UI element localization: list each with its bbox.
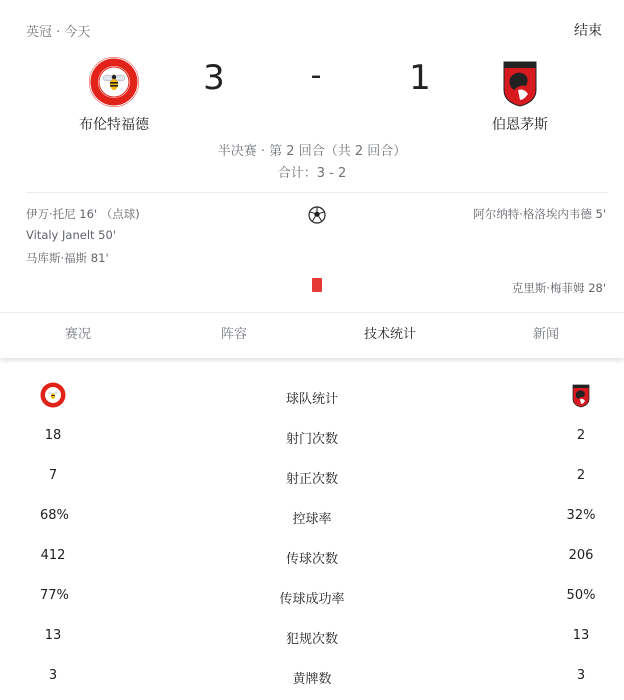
bournemouth-crest-icon bbox=[568, 382, 594, 408]
home-goal-event[interactable]: 伊万·托尼 16' （点球) bbox=[26, 207, 140, 221]
stat-home-value: 18 bbox=[44, 428, 62, 443]
competition-date[interactable]: 英冠 · 今天 bbox=[26, 24, 91, 40]
stat-row-shots-on-target bbox=[0, 456, 624, 496]
brentford-crest-icon bbox=[88, 56, 140, 108]
home-goal-event[interactable]: 马库斯·福斯 81' bbox=[26, 251, 109, 265]
stat-away-value: 13 bbox=[572, 628, 590, 643]
match-tabs bbox=[0, 312, 624, 358]
stat-label: 射正次数 bbox=[285, 472, 338, 487]
home-score: 3 bbox=[203, 58, 225, 98]
stat-home-value: 412 bbox=[40, 548, 66, 563]
away-team-name: 伯恩茅斯 bbox=[492, 117, 548, 133]
away-card-event[interactable]: 克里斯·梅菲姆 28' bbox=[511, 281, 606, 295]
away-score: 1 bbox=[409, 58, 431, 98]
stat-label: 传球成功率 bbox=[279, 592, 345, 607]
match-events bbox=[26, 204, 606, 304]
away-team[interactable] bbox=[450, 56, 590, 134]
stat-row-yellow-cards bbox=[0, 656, 624, 696]
stat-label: 黄牌数 bbox=[292, 672, 332, 687]
home-team[interactable] bbox=[44, 56, 184, 134]
stat-away-value: 2 bbox=[576, 428, 586, 443]
stat-away-value: 206 bbox=[568, 548, 594, 563]
tab-stats[interactable]: 技术统计 bbox=[363, 327, 416, 342]
home-team-name: 布伦特福德 bbox=[79, 117, 149, 133]
stat-label: 犯规次数 bbox=[285, 632, 338, 647]
stat-away-value: 50% bbox=[566, 588, 596, 603]
home-goal-event[interactable]: Vitaly Janelt 50' bbox=[26, 228, 116, 242]
soccer-ball-icon bbox=[308, 206, 326, 224]
stat-label: 传球次数 bbox=[285, 552, 338, 567]
stat-row-possession bbox=[0, 496, 624, 536]
score-separator: - bbox=[310, 58, 322, 93]
stat-label: 射门次数 bbox=[285, 432, 338, 447]
stat-home-value: 13 bbox=[44, 628, 62, 643]
tab-lineups[interactable]: 阵容 bbox=[220, 327, 247, 342]
away-goal-event[interactable]: 阿尔纳特·格洛埃内韦德 5' bbox=[473, 207, 606, 221]
stat-home-value: 77% bbox=[40, 588, 69, 603]
match-meta-row bbox=[26, 20, 602, 40]
stat-row-pass-accuracy bbox=[0, 576, 624, 616]
stat-label: 控球率 bbox=[292, 512, 332, 527]
aggregate-score: 合计：3 - 2 bbox=[277, 166, 347, 181]
stats-title: 球队统计 bbox=[285, 392, 338, 407]
round-info: 半决赛 · 第 2 回合（共 2 回合） bbox=[217, 144, 407, 159]
stat-home-value: 3 bbox=[48, 668, 58, 683]
stats-header bbox=[0, 376, 624, 416]
red-card-icon bbox=[312, 278, 322, 292]
tab-news[interactable]: 新闻 bbox=[532, 327, 559, 342]
team-stats bbox=[0, 376, 624, 696]
bournemouth-crest-icon bbox=[494, 56, 546, 108]
stat-away-value: 2 bbox=[576, 468, 586, 483]
match-status: 结束 bbox=[574, 23, 602, 39]
stat-row-passes bbox=[0, 536, 624, 576]
divider bbox=[26, 192, 608, 193]
stat-away-value: 32% bbox=[566, 508, 596, 523]
stat-row-fouls bbox=[0, 616, 624, 656]
stat-home-value: 68% bbox=[40, 508, 69, 523]
stat-home-value: 7 bbox=[48, 468, 58, 483]
tab-summary[interactable]: 赛况 bbox=[64, 327, 91, 342]
stat-away-value: 3 bbox=[576, 668, 586, 683]
stat-row-shots bbox=[0, 416, 624, 456]
